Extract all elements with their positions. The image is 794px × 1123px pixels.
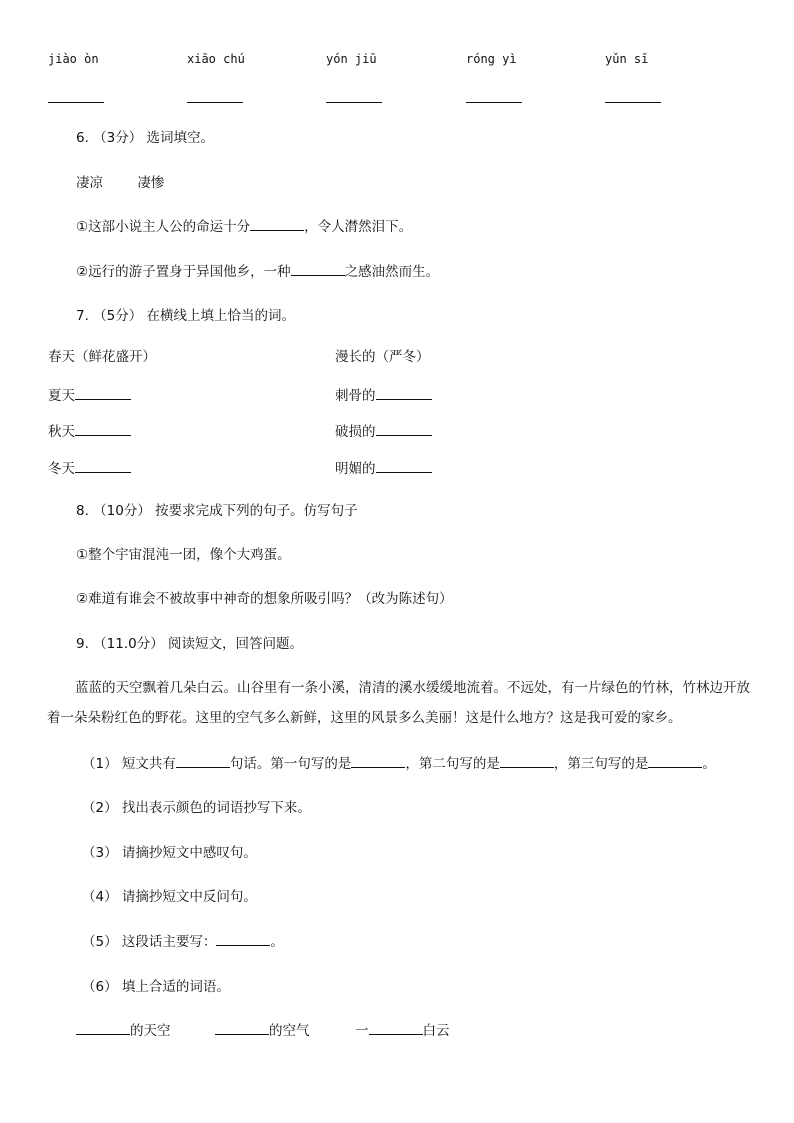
- pinyin-2: xiāo chú: [187, 52, 245, 66]
- pinyin-1: jiào òn: [48, 52, 99, 66]
- q9-fill-2-text: 的空气: [269, 1023, 310, 1039]
- q6-s2-after: 之感油然而生。: [344, 264, 440, 280]
- q9-part-6: （6） 填上合适的词语。: [82, 979, 230, 995]
- q9-header: 9. （11.0分） 阅读短文，回答问题。: [76, 636, 304, 652]
- q7-right-2-label: 刺骨的: [335, 388, 376, 404]
- q9-fill-2: [215, 1021, 310, 1041]
- q7-left-1: [48, 347, 156, 367]
- q6-word-choices: 凄凉 凄惨: [76, 175, 165, 191]
- q8-header: 8. （10分） 按要求完成下列的句子。仿写句子: [76, 503, 358, 519]
- q9-part-2: （2） 找出表示颜色的词语抄写下来。: [82, 800, 311, 816]
- q6-sentence-2: [76, 262, 439, 282]
- q9-p5-b: 。: [270, 934, 284, 950]
- q9-part-5: [82, 932, 284, 952]
- q7-left-4-label: 冬天: [48, 461, 75, 477]
- q9-passage: 蓝蓝的天空飘着几朵白云。山谷里有一条小溪，清清的溪水缓缓地流着。不远处，有一片绿色的竹林，竹林边开放着一朵朵粉红色的野花。这里的空气多么新鲜，这里的风景多么美丽！这是什么地方？这是我可爱的家乡。: [47, 680, 750, 726]
- q7-right-2: [335, 386, 432, 406]
- q9-fill-3-text: 白云: [422, 1023, 450, 1039]
- q7-right-3-label: 破损的: [335, 424, 376, 440]
- q9-p1-blank-2[interactable]: [351, 754, 405, 768]
- q9-fill-3-blank[interactable]: [369, 1021, 423, 1035]
- q7-right-4: [335, 459, 432, 479]
- q7-header: 7. （5分） 在横线上填上恰当的词。: [76, 308, 296, 324]
- pinyin-answer-blank-3[interactable]: [326, 102, 382, 103]
- q9-fill-1: [76, 1021, 171, 1041]
- q6-sentence-1: [76, 217, 412, 237]
- q6-s1-blank[interactable]: [250, 217, 304, 231]
- q7-right-3-blank[interactable]: [376, 422, 432, 436]
- q9-p1-c: ，第二句写的是: [405, 756, 500, 772]
- q9-fill-3-pre: 一: [355, 1023, 369, 1039]
- q7-left-3-label: 秋天: [48, 424, 75, 440]
- q7-right-4-blank[interactable]: [376, 459, 432, 473]
- q7-right-4-label: 明媚的: [335, 461, 376, 477]
- q9-fill-1-blank[interactable]: [76, 1021, 130, 1035]
- q9-p1-blank-3[interactable]: [500, 754, 554, 768]
- pinyin-answer-blank-1[interactable]: [48, 102, 104, 103]
- q9-part-1: [82, 754, 716, 774]
- q7-left-3: [48, 422, 131, 442]
- q9-fill-2-blank[interactable]: [215, 1021, 269, 1035]
- q7-right-1-label: 漫长的（严冬）: [335, 349, 430, 365]
- q9-fill-1-text: 的天空: [130, 1023, 171, 1039]
- q7-left-2-blank[interactable]: [75, 386, 131, 400]
- q9-part-3: （3） 请摘抄短文中感叹句。: [82, 845, 257, 861]
- q9-p1-e: 。: [702, 756, 716, 772]
- q9-p1-blank-1[interactable]: [176, 754, 230, 768]
- q7-left-4: [48, 459, 131, 479]
- q9-p1-blank-4[interactable]: [648, 754, 702, 768]
- pinyin-answer-blank-2[interactable]: [187, 102, 243, 103]
- q9-p5-blank[interactable]: [216, 932, 270, 946]
- q7-left-4-blank[interactable]: [75, 459, 131, 473]
- q6-header: 6. （3分） 选词填空。: [76, 130, 215, 146]
- pinyin-3: yón jiū: [326, 52, 377, 66]
- q7-right-2-blank[interactable]: [376, 386, 432, 400]
- q8-sentence-1: ①整个宇宙混沌一团，像个大鸡蛋。: [76, 547, 291, 563]
- q9-p5-a: （5） 这段话主要写：: [82, 934, 217, 950]
- q7-left-2: [48, 386, 131, 406]
- q8-sentence-2: ②难道有谁会不被故事中神奇的想象所吸引吗？（改为陈述句）: [76, 591, 453, 607]
- q7-left-1-label: 春天（鲜花盛开）: [48, 349, 156, 365]
- pinyin-answer-blank-5[interactable]: [605, 102, 661, 103]
- q7-left-3-blank[interactable]: [75, 422, 131, 436]
- q9-fill-3: [355, 1021, 450, 1041]
- q7-right-3: [335, 422, 432, 442]
- q6-s2-before: ②远行的游子置身于异国他乡，一种: [76, 264, 291, 280]
- q9-p1-b: 句话。第一句写的是: [229, 756, 352, 772]
- q7-right-1: [335, 347, 430, 367]
- pinyin-answer-blank-4[interactable]: [466, 102, 522, 103]
- q7-left-2-label: 夏天: [48, 388, 75, 404]
- q6-s2-blank[interactable]: [291, 262, 345, 276]
- pinyin-5: yǔn sī: [605, 52, 649, 66]
- q9-p1-a: （1） 短文共有: [82, 756, 176, 772]
- q6-s1-after: ，令人潸然泪下。: [304, 219, 413, 235]
- q6-s1-before: ①这部小说主人公的命运十分: [76, 219, 251, 235]
- pinyin-4: róng yì: [466, 52, 517, 66]
- q9-part-4: （4） 请摘抄短文中反问句。: [82, 889, 257, 905]
- q9-p1-d: ，第三句写的是: [553, 756, 649, 772]
